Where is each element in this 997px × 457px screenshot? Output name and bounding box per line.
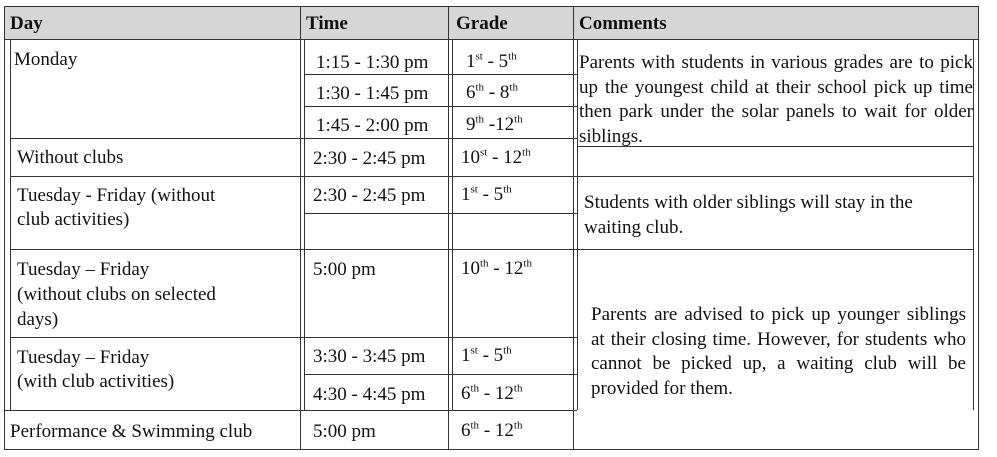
day-performance-swimming: Performance & Swimming club <box>10 421 253 442</box>
time-cell: 5:00 pm <box>313 259 376 280</box>
day-tue-fri-selected-l1: Tuesday – Friday <box>17 259 150 280</box>
day-tue-fri-no-clubs-l1: Tuesday - Friday (without <box>17 185 216 206</box>
grade-cell: 1st - 5th <box>466 50 517 72</box>
header-divider <box>4 39 979 40</box>
day-without-clubs: Without clubs <box>17 147 124 168</box>
grid-line <box>304 106 577 107</box>
time-cell: 1:30 - 1:45 pm <box>316 83 429 104</box>
grade-cell: 1st - 5th <box>461 183 512 205</box>
header-grade: Grade <box>456 13 508 34</box>
table-border <box>4 449 979 450</box>
grid-line <box>10 176 973 177</box>
time-cell: 3:30 - 3:45 pm <box>313 346 426 367</box>
grid-line <box>304 74 577 75</box>
grid-line <box>10 138 577 139</box>
table-border <box>978 6 979 450</box>
grid-line <box>973 39 974 410</box>
grid-line <box>304 39 305 410</box>
grid-line <box>10 337 577 338</box>
table-border <box>4 6 979 7</box>
grade-cell: 6th - 12th <box>461 419 523 441</box>
time-cell: 4:30 - 4:45 pm <box>313 384 426 405</box>
grid-line <box>10 249 973 250</box>
comment-monday: Parents with students in various grades are to pick up the youngest child at their school pick up time then park under the solar panels to wait for older siblings. <box>579 52 973 147</box>
time-cell: 1:45 - 2:00 pm <box>316 115 429 136</box>
grade-cell: 10st - 12th <box>461 146 531 168</box>
grid-line <box>300 6 301 449</box>
time-cell: 2:30 - 2:45 pm <box>313 185 426 206</box>
comment-closing-time: Parents are advised to pick up younger siblings at their closing time. However, for students who cannot be picked up, a waiting club will be provided for them. <box>591 304 966 399</box>
day-monday: Monday <box>14 49 78 70</box>
grid-line <box>577 39 578 410</box>
grid-line <box>573 6 574 449</box>
grid-line <box>304 213 577 214</box>
grid-line <box>448 6 449 449</box>
grade-cell: 10th - 12th <box>461 257 532 279</box>
grade-cell: 6th - 8th <box>466 81 518 103</box>
day-tue-fri-clubs-l1: Tuesday – Friday <box>17 347 150 368</box>
grid-line <box>10 39 11 410</box>
table-border <box>4 6 5 450</box>
time-cell: 2:30 - 2:45 pm <box>313 148 426 169</box>
day-tue-fri-selected-l3: days) <box>17 309 59 330</box>
grid-line <box>4 410 577 411</box>
time-cell: 5:00 pm <box>313 421 376 442</box>
grid-line <box>304 374 577 375</box>
comment-tue-fri-no-clubs: Students with older siblings will stay in the waiting club. <box>584 192 913 238</box>
grade-cell: 6th - 12th <box>461 382 523 404</box>
header-time: Time <box>306 13 348 34</box>
header-comments: Comments <box>579 13 667 34</box>
pickup-schedule-table <box>4 6 979 450</box>
grade-cell: 9th -12th <box>466 113 523 135</box>
grid-line <box>577 146 973 147</box>
day-tue-fri-clubs-l2: (with club activities) <box>17 371 175 392</box>
grade-cell: 1st - 5th <box>461 344 512 366</box>
header-day: Day <box>10 13 43 34</box>
day-tue-fri-selected-l2: (without clubs on selected <box>17 284 216 305</box>
time-cell: 1:15 - 1:30 pm <box>316 52 429 73</box>
day-tue-fri-no-clubs-l2: club activities) <box>17 209 130 230</box>
grid-line <box>452 39 453 410</box>
